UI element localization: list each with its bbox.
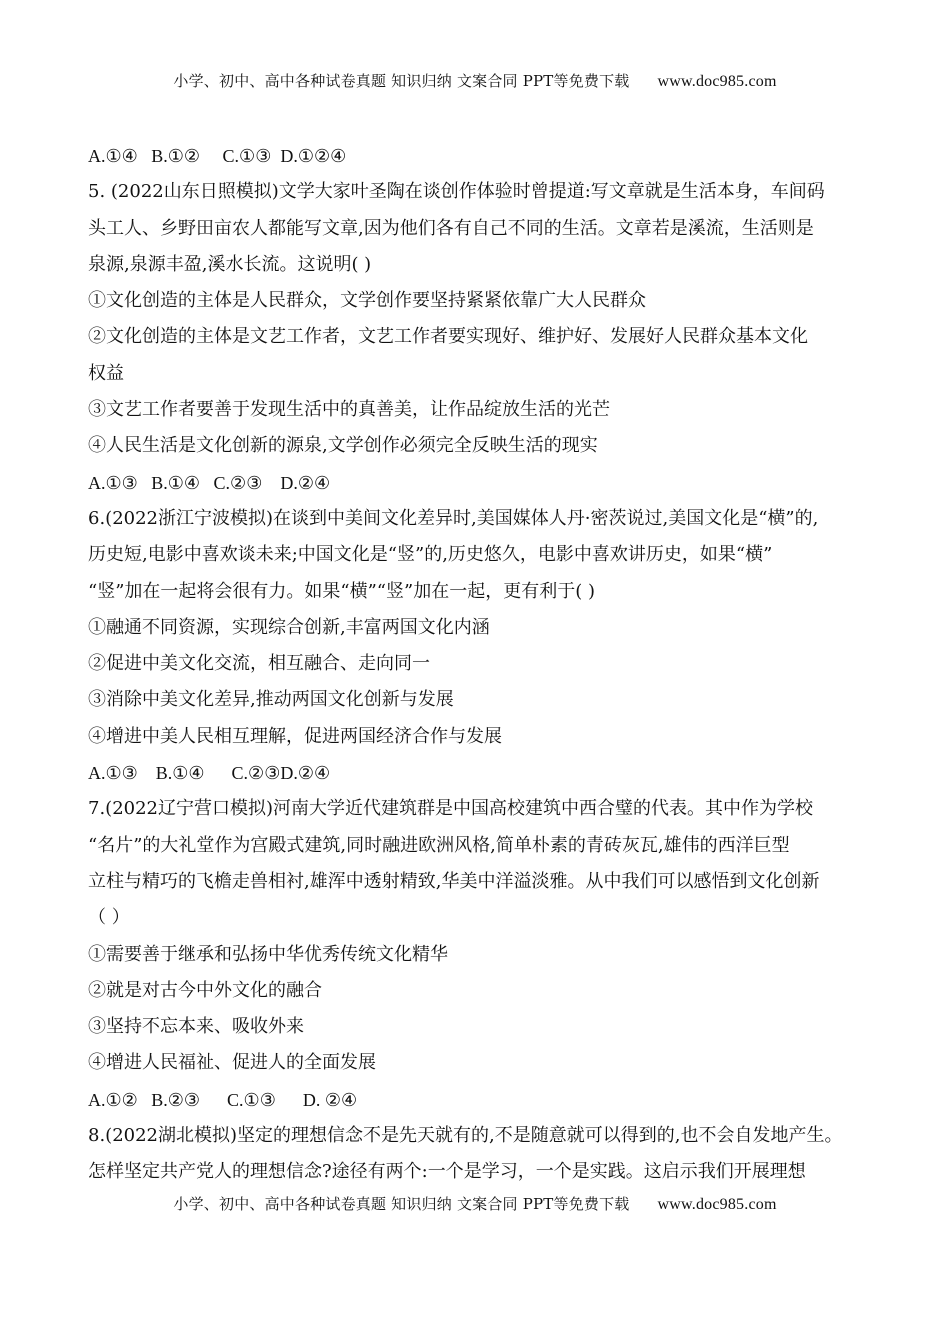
- q6-option-4: ④增进中美人民相互理解，促进两国经济合作与发展: [88, 725, 502, 747]
- q8-stem-line-1: 8.(2022湖北模拟)坚定的理想信念不是先天就有的,不是随意就可以得到的,也不会自发地产生。: [88, 1125, 843, 1147]
- page-footer: [0, 1193, 950, 1214]
- q6-option-1: ①融通不同资源，实现综合创新,丰富两国文化内涵: [88, 616, 490, 638]
- q5-option-1: ①文化创造的主体是人民群众，文学创作要坚持紧紧依靠广大人民群众: [88, 290, 646, 312]
- q6-stem-line-3: “竖”加在一起将会很有力。如果“横”“竖”加在一起，更有利于( ): [88, 580, 595, 602]
- q7-option-4: ④增进人民福祉、促进人的全面发展: [88, 1052, 376, 1074]
- q5-stem-line-3: 泉源,泉源丰盈,溪水长流。这说明( ): [88, 253, 372, 275]
- q6-option-3: ③消除中美文化差异,推动两国文化创新与发展: [88, 689, 454, 711]
- q7-answer-options: A.①② B.②③ C.①③ D. ②④: [88, 1089, 358, 1110]
- q8-stem-line-2: 怎样坚定共产党人的理想信念?途径有两个:一个是学习，一个是实践。这启示我们开展理想: [88, 1161, 806, 1183]
- q5-stem-line-1: 5. (2022山东日照模拟)文学大家叶圣陶在谈创作体验时曾提道:写文章就是生活本身，车间码: [88, 181, 825, 203]
- q6-stem-line-1: 6.(2022浙江宁波模拟)在谈到中美间文化差异时,美国媒体人丹·密茨说过,美国文化是“横”的,: [88, 507, 819, 529]
- footer-text: 小学、初中、高中各种试卷真题 知识归纳 文案合同 PPT等免费下载: [173, 1195, 630, 1213]
- q7-option-3: ③坚持不忘本来、吸收外来: [88, 1016, 304, 1038]
- q5-option-3: ③文艺工作者要善于发现生活中的真善美，让作品绽放生活的光芒: [88, 399, 610, 421]
- q7-option-1: ①需要善于继承和弘扬中华优秀传统文化精华: [88, 943, 448, 965]
- q5-option-4: ④人民生活是文化创新的源泉,文学创作必须完全反映生活的现实: [88, 435, 598, 457]
- q5-option-2-line-1: ②文化创造的主体是文艺工作者，文艺工作者要实现好、维护好、发展好人民群众基本文化: [88, 326, 808, 348]
- page-header: [0, 70, 950, 91]
- q5-answer-options: A.①③ B.①④ C.②③ D.②④: [88, 472, 331, 493]
- q7-option-2: ②就是对古今中外文化的融合: [88, 979, 322, 1001]
- q7-stem-line-4: （ ）: [88, 907, 130, 929]
- exam-content: [88, 138, 878, 1191]
- q6-stem-line-2: 历史短,电影中喜欢谈未来;中国文化是“竖”的,历史悠久，电影中喜欢讲历史，如果“横”: [88, 544, 773, 566]
- q5-option-2-line-2: 权益: [88, 362, 124, 384]
- q5-stem-line-2: 头工人、乡野田亩农人都能写文章,因为他们各有自己不同的生活。文章若是溪流，生活则是: [88, 217, 814, 239]
- footer-site-link[interactable]: www.doc985.com: [657, 1196, 777, 1213]
- q6-answer-options: A.①③ B.①④ C.②③D.②④: [88, 763, 331, 784]
- q6-option-2: ②促进中美文化交流，相互融合、走向同一: [88, 653, 430, 675]
- q7-stem-line-3: 立柱与精巧的飞檐走兽相衬,雄浑中透射精致,华美中洋溢淡雅。从中我们可以感悟到文化创新: [88, 870, 820, 892]
- q7-stem-line-2: “名片”的大礼堂作为宫殿式建筑,同时融进欧洲风格,简单朴素的青砖灰瓦,雄伟的西洋巨型: [88, 834, 790, 856]
- q7-stem-line-1: 7.(2022辽宁营口模拟)河南大学近代建筑群是中国高校建筑中西合璧的代表。其中作为学校: [88, 798, 814, 820]
- header-site-link[interactable]: www.doc985.com: [657, 73, 777, 90]
- header-text: 小学、初中、高中各种试卷真题 知识归纳 文案合同 PPT等免费下载: [173, 72, 630, 90]
- q4-answer-options: A.①④ B.①② C.①③ D.①②④: [88, 146, 347, 166]
